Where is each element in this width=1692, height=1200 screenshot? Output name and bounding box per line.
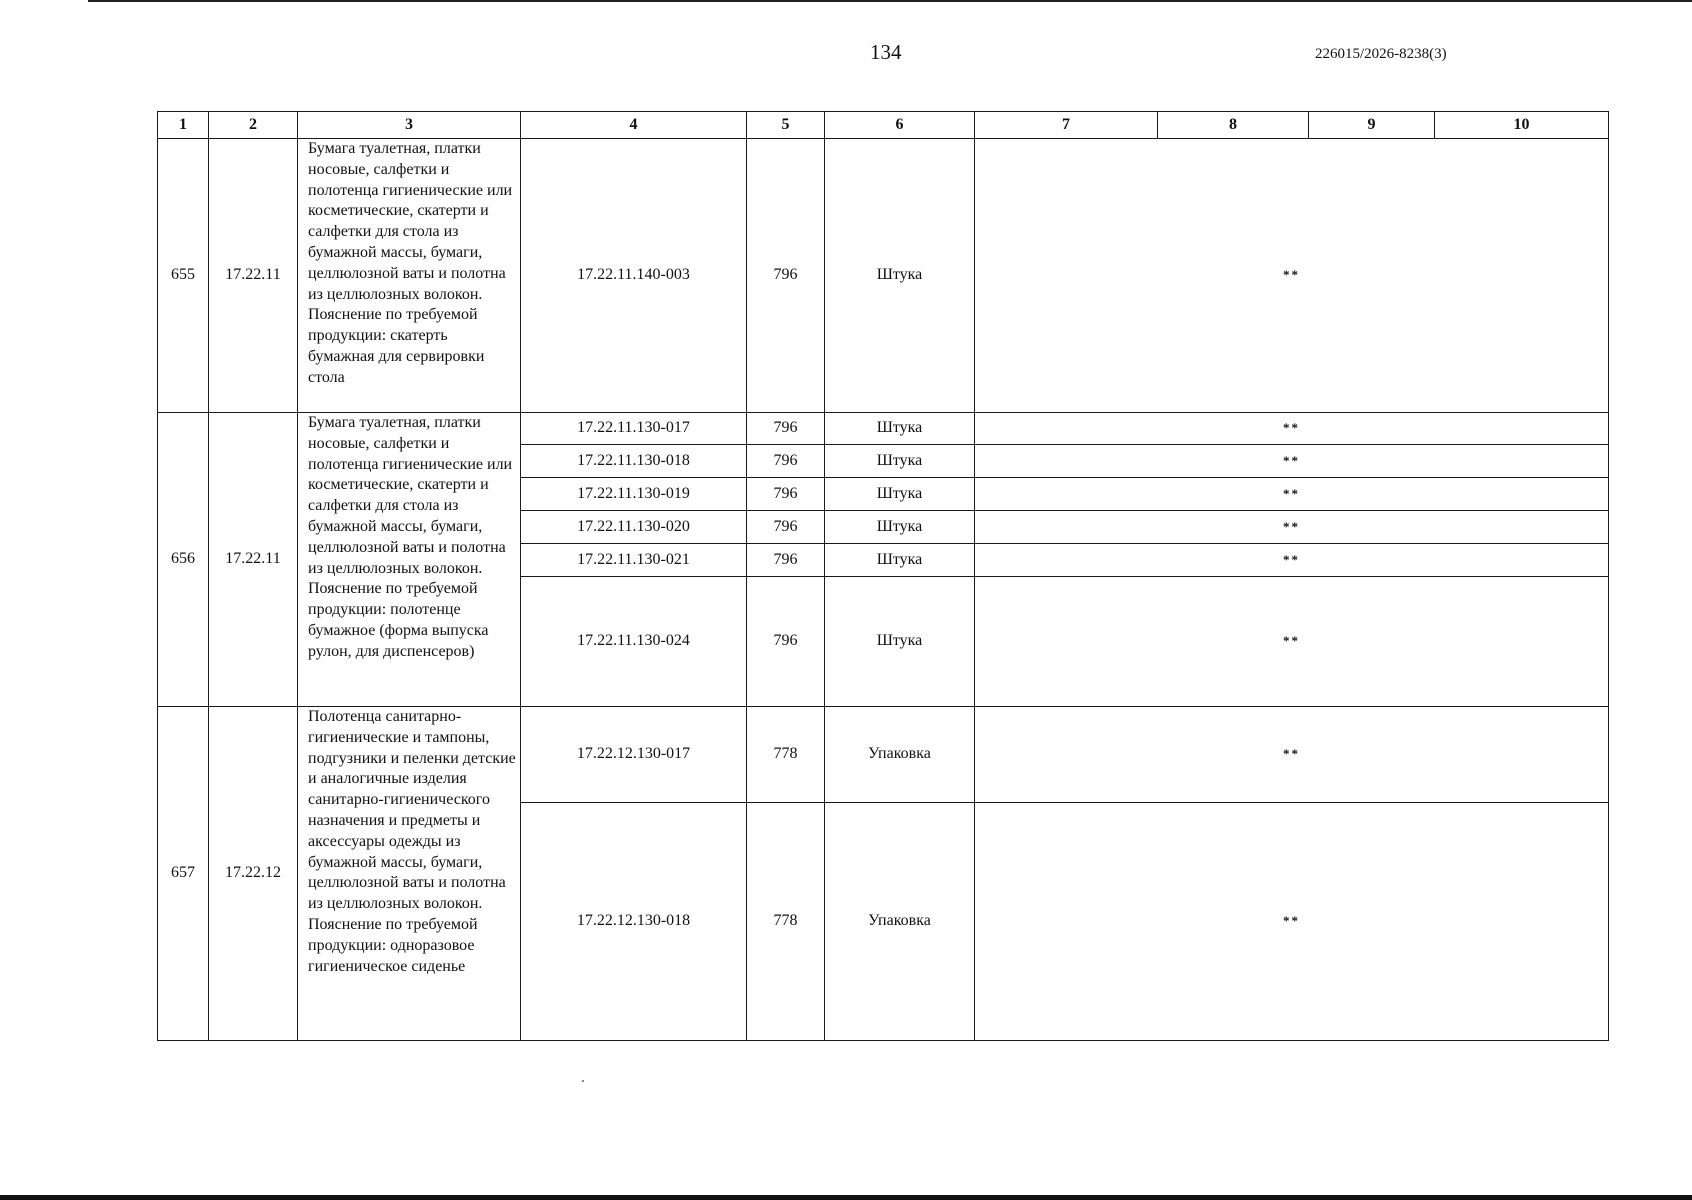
document-id: 226015/2026-8238(3) xyxy=(1315,46,1447,62)
merged-mark: ** xyxy=(975,445,1609,478)
unit-name: Штука xyxy=(825,445,975,478)
scan-speck xyxy=(582,1080,584,1082)
ktru-code: 17.22.11.140-003 xyxy=(521,139,747,413)
column-header: 6 xyxy=(825,112,975,139)
okei-code: 796 xyxy=(747,139,825,413)
merged-mark: ** xyxy=(975,803,1609,1041)
ktru-code: 17.22.12.130-018 xyxy=(521,803,747,1041)
merged-mark: ** xyxy=(975,413,1609,445)
column-header: 3 xyxy=(298,112,521,139)
okei-code: 796 xyxy=(747,478,825,511)
ktru-code: 17.22.11.130-021 xyxy=(521,544,747,577)
header-row xyxy=(158,112,1609,139)
unit-name: Штука xyxy=(825,511,975,544)
unit-name: Штука xyxy=(825,577,975,707)
okei-code: 796 xyxy=(747,577,825,707)
product-description: Бумага туалетная, платки носовые, салфетки и полотенца гигиенические или косметические, скатерти и салфетки для стола из бумажной массы, бумаги, целлюлозной ваты и полотна из целлюлозных волокон. Пояснение по требуемой продукции: скатерть бумажная для сервировки стола xyxy=(298,139,521,413)
top-border-line xyxy=(88,0,1692,2)
okei-code: 796 xyxy=(747,413,825,445)
row-number: 656 xyxy=(158,413,209,707)
ktru-code: 17.22.11.130-018 xyxy=(521,445,747,478)
table-row xyxy=(158,413,1609,445)
table-row xyxy=(158,707,1609,803)
okpd-code: 17.22.11 xyxy=(209,139,298,413)
okpd-code: 17.22.12 xyxy=(209,707,298,1041)
merged-mark: ** xyxy=(975,478,1609,511)
table-row xyxy=(158,139,1609,413)
column-header: 5 xyxy=(747,112,825,139)
okei-code: 796 xyxy=(747,511,825,544)
ktru-code: 17.22.11.130-017 xyxy=(521,413,747,445)
ktru-code: 17.22.11.130-024 xyxy=(521,577,747,707)
okei-code: 796 xyxy=(747,544,825,577)
okpd-code: 17.22.11 xyxy=(209,413,298,707)
unit-name: Штука xyxy=(825,478,975,511)
column-header: 10 xyxy=(1435,112,1609,139)
merged-mark: ** xyxy=(975,511,1609,544)
product-description: Полотенца санитарно-гигиенические и тампоны, подгузники и пеленки детские и аналогичные изделия санитарно-гигиенического назначения и предметы и аксессуары одежды из бумажной массы, бумаги, целлюлозной ваты и полотна из целлюлозных волокон. Пояснение по требуемой продукции: одноразовое гигиеническое сиденье xyxy=(298,707,521,1041)
merged-mark: ** xyxy=(975,544,1609,577)
okei-code: 778 xyxy=(747,707,825,803)
ktru-code: 17.22.11.130-019 xyxy=(521,478,747,511)
row-number: 657 xyxy=(158,707,209,1041)
column-header: 9 xyxy=(1309,112,1435,139)
ktru-code: 17.22.12.130-017 xyxy=(521,707,747,803)
okei-code: 778 xyxy=(747,803,825,1041)
okei-code: 796 xyxy=(747,445,825,478)
unit-name: Упаковка xyxy=(825,803,975,1041)
column-header: 4 xyxy=(521,112,747,139)
column-header: 2 xyxy=(209,112,298,139)
column-header: 8 xyxy=(1158,112,1309,139)
ktru-code: 17.22.11.130-020 xyxy=(521,511,747,544)
column-header: 7 xyxy=(975,112,1158,139)
unit-name: Упаковка xyxy=(825,707,975,803)
unit-name: Штука xyxy=(825,139,975,413)
merged-mark: ** xyxy=(975,139,1609,413)
unit-name: Штука xyxy=(825,413,975,445)
merged-mark: ** xyxy=(975,577,1609,707)
bottom-scan-border xyxy=(0,1195,1692,1200)
products-table xyxy=(157,111,1609,1041)
product-description: Бумага туалетная, платки носовые, салфетки и полотенца гигиенические или косметические, скатерти и салфетки для стола из бумажной массы, бумаги, целлюлозной ваты и полотна из целлюлозных волокон. Пояснение по требуемой продукции: полотенце бумажное (форма выпуска рулон, для диспенсеров) xyxy=(298,413,521,707)
unit-name: Штука xyxy=(825,544,975,577)
page-number: 134 xyxy=(870,40,902,64)
column-header: 1 xyxy=(158,112,209,139)
merged-mark: ** xyxy=(975,707,1609,803)
row-number: 655 xyxy=(158,139,209,413)
